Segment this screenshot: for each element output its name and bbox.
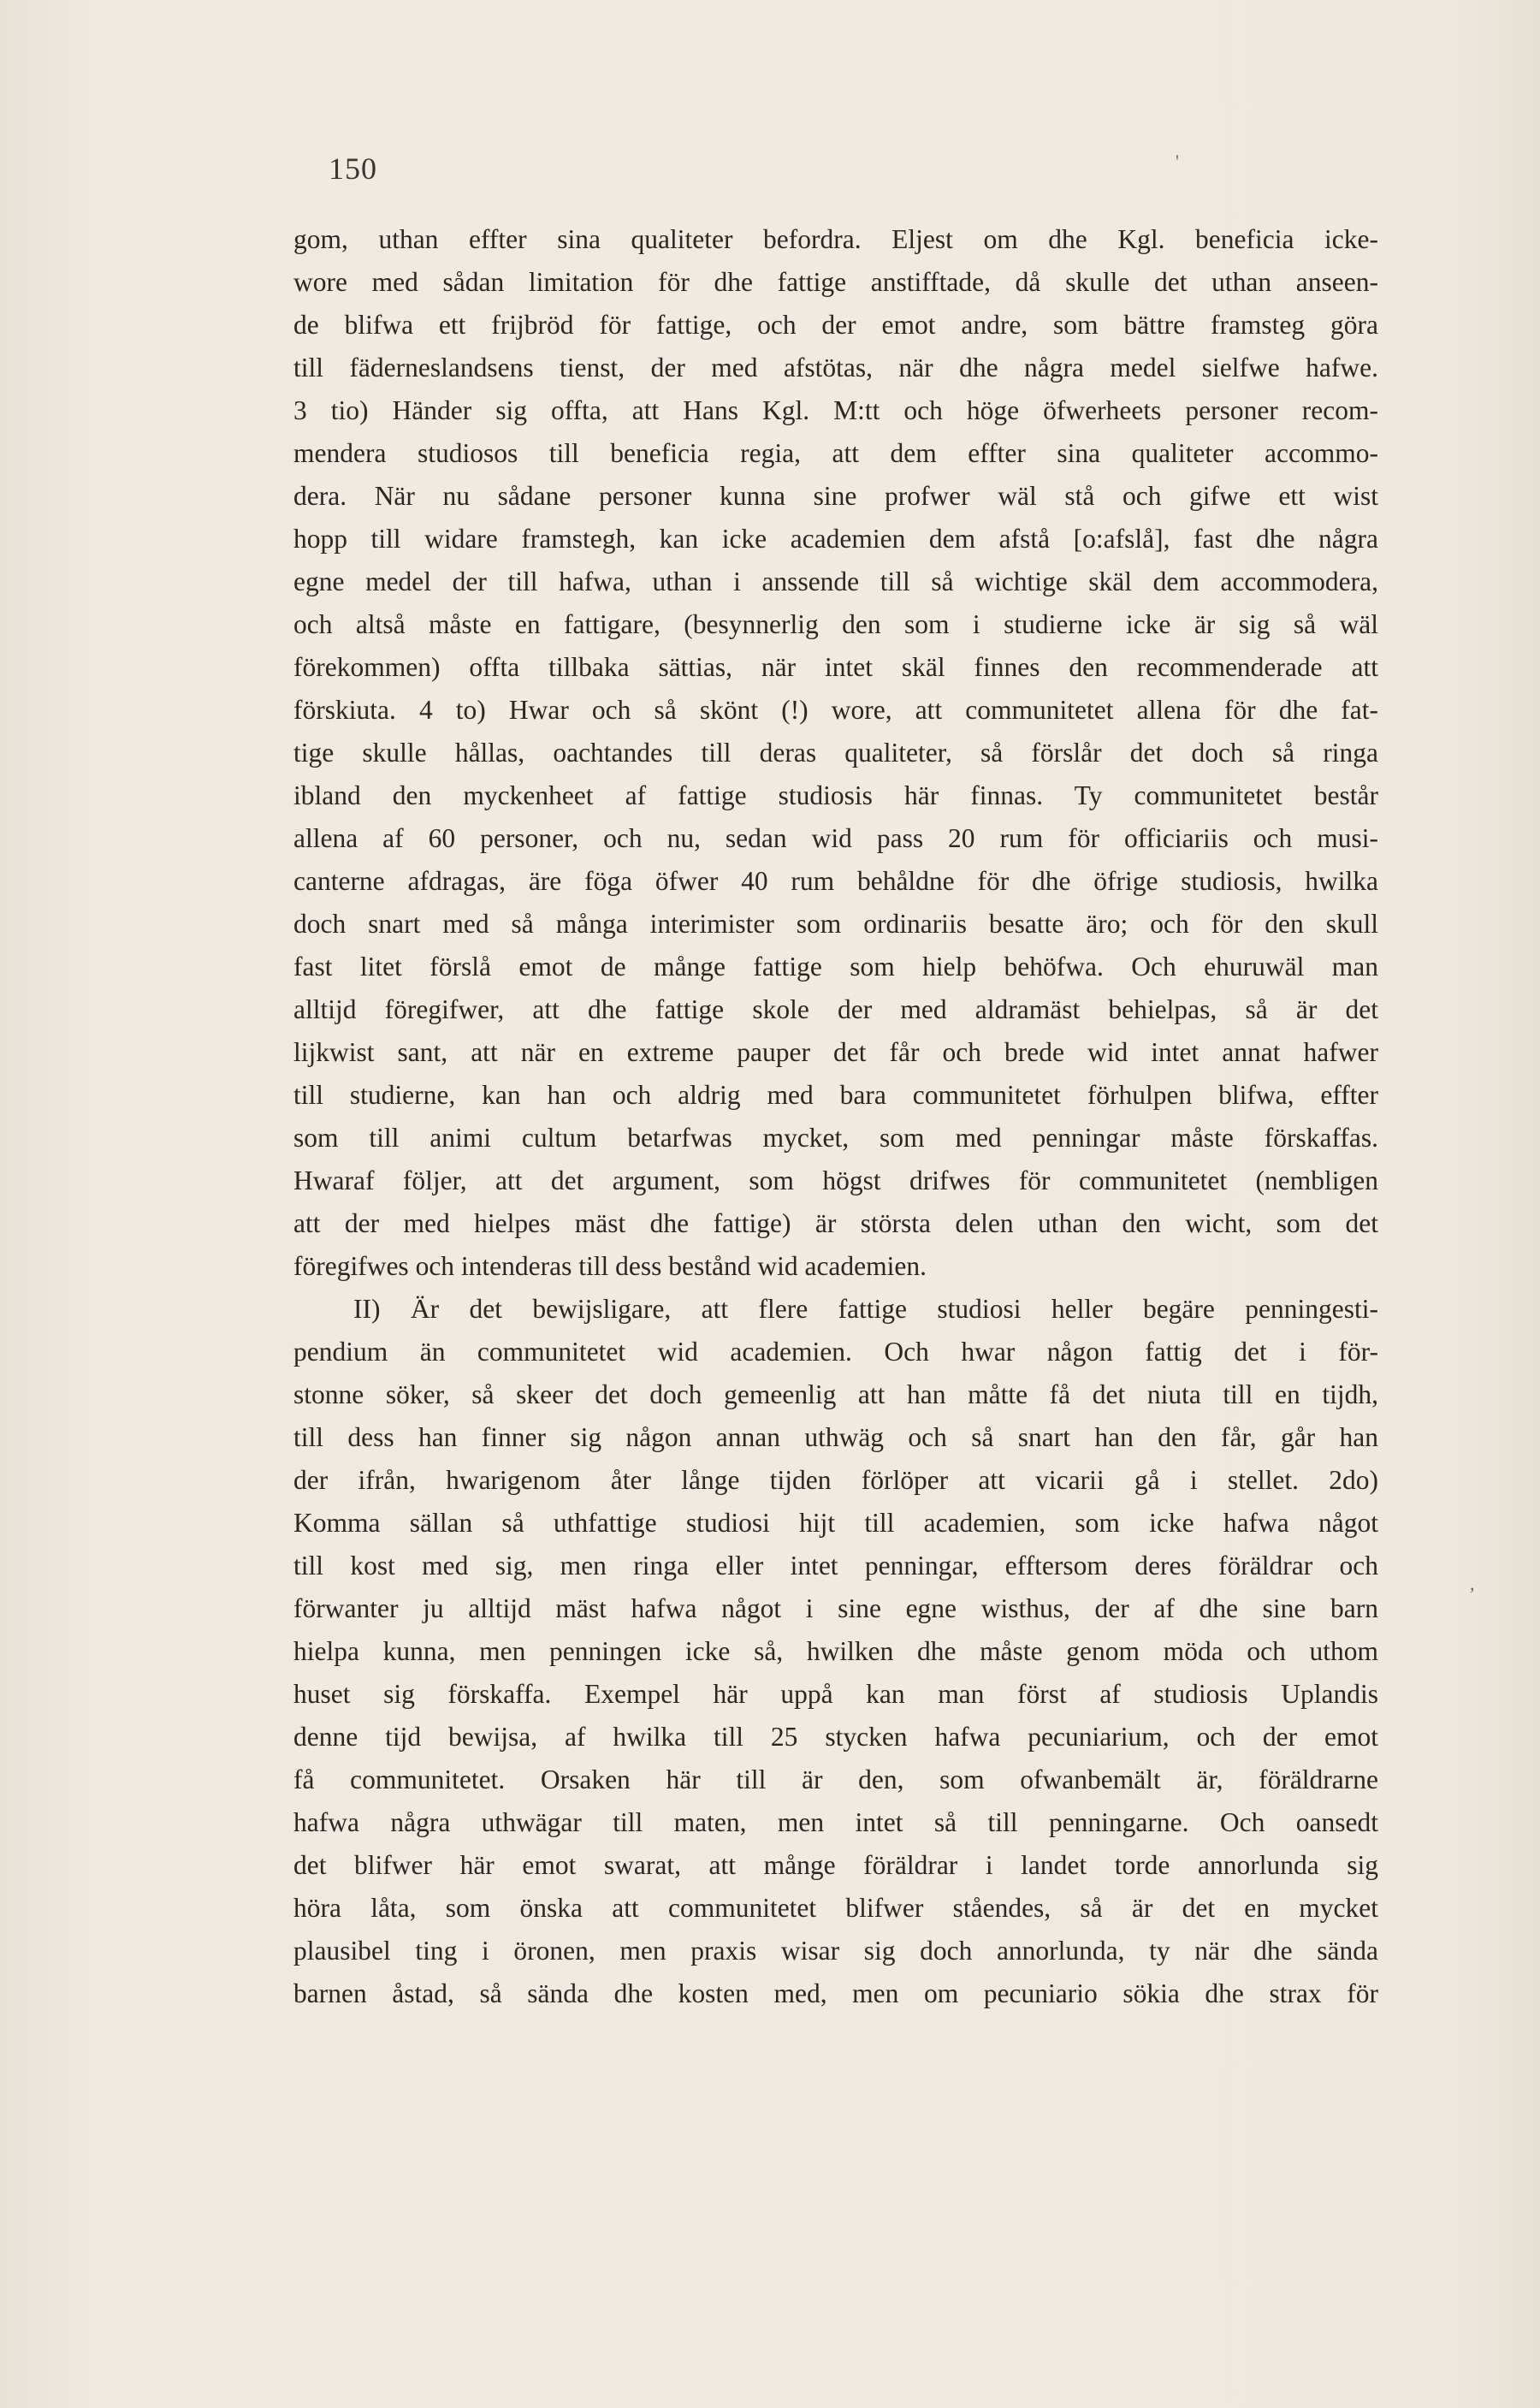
margin-mark-side: , <box>1470 1573 1475 1594</box>
text-line: doch snart med så många interimister som ordinariis besatte äro; och för den skull <box>293 909 1378 939</box>
text-line: höra låta, som önska att communitetet blifwer ståendes, så är det en mycket <box>293 1893 1378 1923</box>
text-line: ibland den myckenheet af fattige studiosis här finnas. Ty communitetet består <box>293 780 1378 810</box>
text-line: Hwaraf följer, att det argument, som högst drifwes för communitetet (nembligen <box>293 1165 1378 1195</box>
text-line: Komma sällan så uthfattige studiosi hijt till academien, som icke hafwa något <box>293 1508 1378 1538</box>
text-line: till studierne, kan han och aldrig med bara communitetet förhulpen blifwa, effter <box>293 1080 1378 1110</box>
text-line: der ifrån, hwarigenom åter långe tijden förlöper att vicarii gå i stellet. 2do) <box>293 1465 1378 1495</box>
text-line: pendium än communitetet wid academien. Och hwar någon fattig det i för- <box>293 1337 1378 1367</box>
text-line: till fäderneslandsens tienst, der med afstötas, när dhe några medel sielfwe hafwe. <box>293 353 1378 383</box>
text-line: lijkwist sant, att när en extreme pauper det får och brede wid intet annat hafwer <box>293 1037 1378 1067</box>
text-line: fast litet förslå emot de månge fattige som hielp behöfwa. Och ehuruwäl man <box>293 952 1378 982</box>
text-line: som till animi cultum betarfwas mycket, som med penningar måste förskaffas. <box>293 1123 1378 1153</box>
text-line: de blifwa ett frijbröd för fattige, och der emot andre, som bättre framsteg göra <box>293 310 1378 340</box>
page-number: 150 <box>329 151 377 186</box>
text-line: allena af 60 personer, och nu, sedan wid pass 20 rum för officiariis och musi- <box>293 823 1378 853</box>
text-line: stonne söker, så skeer det doch gemeenlig att han måtte få det niuta till en tijdh, <box>293 1379 1378 1409</box>
text-line: hielpa kunna, men penningen icke så, hwilken dhe måste genom möda och uthom <box>293 1636 1378 1666</box>
margin-mark-top: ' <box>1176 151 1179 172</box>
text-line: hafwa några uthwägar till maten, men intet så till penningarne. Och oansedt <box>293 1807 1378 1837</box>
text-line: förwanter ju alltijd mäst hafwa något i sine egne wisthus, der af dhe sine barn <box>293 1593 1378 1623</box>
text-line: barnen åstad, så sända dhe kosten med, men om pecuniario sökia dhe strax för <box>293 1978 1378 2008</box>
text-line: wore med sådan limitation för dhe fattige anstifftade, då skulle det uthan anseen- <box>293 267 1378 297</box>
text-line: canterne afdragas, äre föga öfwer 40 rum behåldne för dhe öfrige studiosis, hwilka <box>293 866 1378 896</box>
text-line: till dess han finner sig någon annan uthwäg och så snart han den får, går han <box>293 1422 1378 1452</box>
text-line: förekommen) offta tillbaka sättias, när intet skäl finnes den recommenderade att <box>293 652 1378 682</box>
text-line: II) Är det bewijsligare, att flere fattige studiosi heller begäre penningesti- <box>353 1294 1378 1324</box>
text-line: mendera studiosos till beneficia regia, att dem effter sina qualiteter accommo- <box>293 438 1378 468</box>
text-line: gom, uthan effter sina qualiteter befordra. Eljest om dhe Kgl. beneficia icke- <box>293 224 1378 254</box>
text-line: få communitetet. Orsaken här till är den, som ofwanbemält är, föräldrarne <box>293 1764 1378 1794</box>
text-line: att der med hielpes mäst dhe fattige) är största delen uthan den wicht, som det <box>293 1208 1378 1238</box>
text-line: förskiuta. 4 to) Hwar och så skönt (!) wore, att communitetet allena för dhe fat- <box>293 695 1378 725</box>
text-line: hopp till widare framstegh, kan icke academien dem afstå [o:afslå], fast dhe några <box>293 524 1378 554</box>
text-line: tige skulle hållas, oachtandes till deras qualiteter, så förslår det doch så ringa <box>293 738 1378 768</box>
text-line: plausibel ting i öronen, men praxis wisar sig doch annorlunda, ty när dhe sända <box>293 1936 1378 1966</box>
text-line: det blifwer här emot swarat, att månge föräldrar i landet torde annorlunda sig <box>293 1850 1378 1880</box>
body-text <box>293 218 1378 2015</box>
text-line: alltijd föregifwer, att dhe fattige skole der med aldramäst behielpas, så är det <box>293 994 1378 1024</box>
text-line: denne tijd bewijsa, af hwilka till 25 stycken hafwa pecuniarium, och der emot <box>293 1722 1378 1752</box>
text-line: och altså måste en fattigare, (besynnerlig den som i studierne icke är sig så wäl <box>293 609 1378 639</box>
text-line: dera. När nu sådane personer kunna sine profwer wäl stå och gifwe ett wist <box>293 481 1378 511</box>
text-line: huset sig förskaffa. Exempel här uppå kan man först af studiosis Uplandis <box>293 1679 1378 1709</box>
text-line: till kost med sig, men ringa eller intet penningar, efftersom deres föräldrar och <box>293 1551 1378 1581</box>
text-line: 3 tio) Händer sig offta, att Hans Kgl. M:tt och höge öfwerheets personer recom- <box>293 395 1378 425</box>
text-line: föregifwes och intenderas till dess bestånd wid academien. <box>293 1251 927 1281</box>
text-line: egne medel der till hafwa, uthan i anssende till så wichtige skäl dem accommodera, <box>293 566 1378 596</box>
